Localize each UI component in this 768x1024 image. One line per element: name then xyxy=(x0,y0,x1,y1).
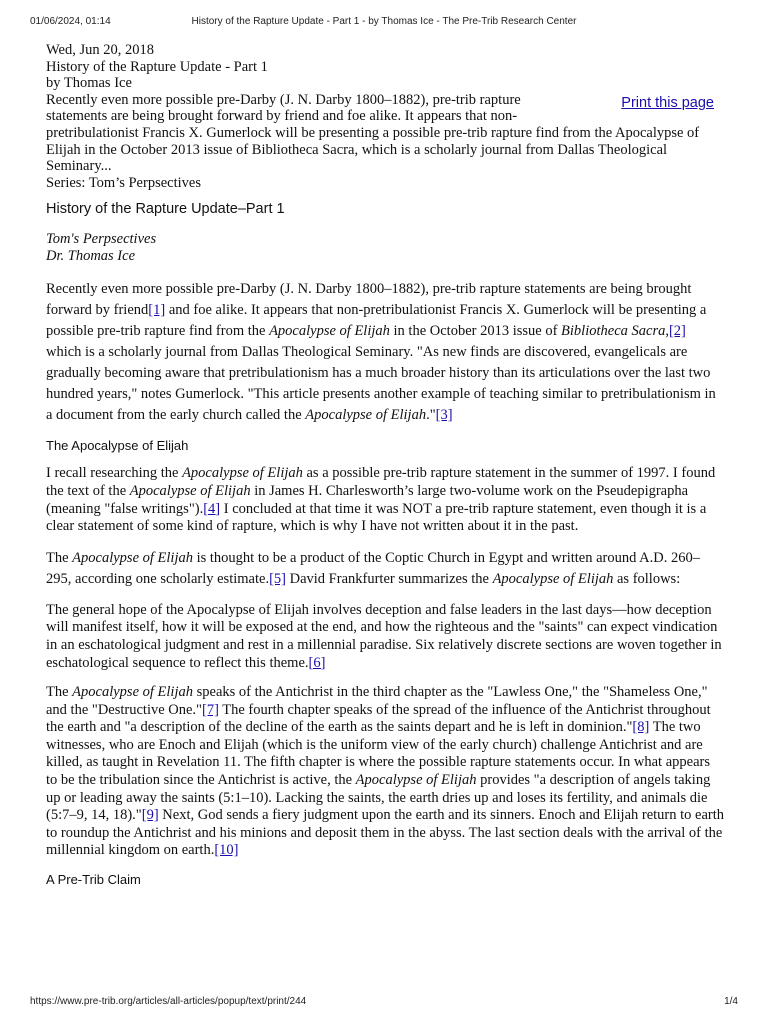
footnote-link-3[interactable]: [3] xyxy=(435,407,453,424)
italic-title: Apocalypse of Elijah xyxy=(492,570,614,587)
text: Recently even more possible pre-Darby (J. N. Darby 1800–1882), pre-trib rapture statements are being brought forward by friend xyxy=(46,281,692,319)
text: I recall researching the xyxy=(46,465,183,482)
text: , xyxy=(665,323,669,340)
print-page-number: 1/4 xyxy=(724,996,738,1007)
footnote-link-7[interactable]: [7] xyxy=(201,701,219,718)
footnote-link-5[interactable]: [5] xyxy=(269,570,286,587)
text: The fourth chapter speaks of the spread of the influence of the Antichrist throughout the earth and "a description of the decline of the earth as the saints depart and he is left in dominion." xyxy=(46,701,711,736)
text: The xyxy=(46,549,73,566)
text: The two witnesses, who are Enoch and Elijah (which is the uniform view of the early church) challenge Antichrist and are killed, as taught in Revelation 11. The fifth chapter is where the possible rapture statements occur. In what appears to be the tribulation since the Antichrist is active, the xyxy=(46,719,710,789)
print-url: https://www.pre-trib.org/articles/all-articles/popup/text/print/244 xyxy=(30,996,307,1007)
text: ." xyxy=(426,407,436,424)
italic-title: Apocalypse of Elijah xyxy=(129,482,251,499)
text: and foe alike. It appears that non-pretribulationist Francis X. Gumerlock will be presenting a possible pre-trib rapture find from the xyxy=(46,302,707,340)
text: I concluded at that time it was NOT a pre-trib rapture statement, even though it is a clear statement of some kind of rapture, which is why I have not written about it in the past. xyxy=(46,500,707,535)
publish-date: Wed, Jun 20, 2018 xyxy=(46,42,154,58)
footnote-link-6[interactable]: [6] xyxy=(308,654,326,671)
meta-author: by Thomas Ice xyxy=(46,75,132,92)
meta-series: Series: Tom’s Perpsectives xyxy=(46,174,201,191)
footnote-link-9[interactable]: [9] xyxy=(141,807,159,824)
text: speaks of the Antichrist in the third chapter as the "Lawless One," the "Shameless One," and the "Destructive One." xyxy=(46,684,708,718)
text: in James H. Charlesworth’s large two-volume work on the Pseudepigrapha (meaning "false writings"). xyxy=(46,482,689,517)
paragraph-5 xyxy=(46,684,724,860)
italic-title: Apocalypse of Elijah xyxy=(355,772,477,789)
paragraph-2 xyxy=(46,465,724,535)
text: Next, God sends a fiery judgment upon the earth and its sinners. Enoch and Elijah return to earth to roundup the Antichrist and his minions and deposit them in the abyss. The last section deals with the arrival of the millennial kingdom on earth. xyxy=(46,807,725,859)
text: in the October 2013 issue of xyxy=(389,323,562,340)
text: The general hope of the Apocalypse of Elijah involves deception and false leaders in the last days—how deception will manifest itself, how it will be exposed at the end, and how the righteous and the "saints" can expect vindication in an eschatological judgment and rest in a millennial paradise. Six relatively discrete sections are woven together in eschatological sequence to reflect this theme. xyxy=(46,601,722,671)
text: as follows: xyxy=(613,570,681,587)
block-quote-frankfurter xyxy=(46,602,724,672)
print-this-page-link[interactable]: Print this page xyxy=(621,95,714,111)
footnote-link-4[interactable]: [4] xyxy=(203,500,221,517)
article-byline xyxy=(46,231,724,265)
article-meta xyxy=(46,42,724,191)
series-line: Tom's Perpsectives xyxy=(46,231,157,248)
section-heading-apocalypse: The Apocalypse of Elijah xyxy=(46,438,189,454)
print-datetime: 01/06/2024, 01:14 xyxy=(30,16,111,27)
text: provides "a description of angels taking up or leading away the saints (5:1–10). Lacking the saints, the earth dries up and loses its fertility, and animals die (5:7–9, 14, 18)." xyxy=(46,772,711,824)
italic-title: Bibliotheca Sacra xyxy=(561,323,666,340)
article-page xyxy=(46,42,724,899)
italic-title: Apocalypse of Elijah xyxy=(182,465,303,482)
footnote-link-2[interactable]: [2] xyxy=(668,323,686,340)
paragraph-1 xyxy=(46,279,724,426)
text: as a possible pre-trib rapture statement in the summer of 1997. I found the text of the xyxy=(46,465,716,499)
article-heading: History of the Rapture Update–Part 1 xyxy=(46,201,285,218)
section-heading-pretrib-claim: A Pre-Trib Claim xyxy=(46,872,141,888)
text: is thought to be a product of the Coptic Church in Egypt and written around A.D. 260–295, according one scholarly estimate. xyxy=(46,549,701,587)
author-line: Dr. Thomas Ice xyxy=(46,248,136,265)
meta-title: History of the Rapture Update - Part 1 xyxy=(46,58,268,75)
meta-summary-part-a: Recently even more possible pre-Darby (J. N. Darby 1800–1882), pre-trib rapture statements are being brought forward by friend and foe alike. It appears that non- xyxy=(46,91,521,125)
paragraph-3 xyxy=(46,548,724,590)
meta-summary-part-b: pretribulationist Francis X. Gumerlock will be presenting a possible pre-trib rapture find from the Apocalypse of Elijah in the October 2013 issue of Bibliotheca Sacra, which is a scholarly journal from Dallas Theological Seminary... xyxy=(46,124,700,175)
footnote-link-1[interactable]: [1] xyxy=(148,302,166,319)
text: David Frankfurter summarizes the xyxy=(286,570,493,587)
text: which is a scholarly journal from Dallas Theological Seminary. "As new finds are discovered, evangelicals are gradually becoming aware that pretribulationism has a much broader history than its articulations over the last two hundred years," notes Gumerlock. "This article presents another example of teaching similar to pretribulationism in a document from the early church called the xyxy=(46,344,716,424)
italic-title: Apocalypse of Elijah xyxy=(72,549,193,566)
italic-title: Apocalypse of Elijah xyxy=(269,323,390,340)
print-header xyxy=(30,16,738,27)
footnote-link-10[interactable]: [10] xyxy=(214,842,239,859)
italic-title: Apocalypse of Elijah xyxy=(305,407,427,424)
print-footer xyxy=(30,996,738,1007)
print-document-title: History of the Rapture Update - Part 1 - by Thomas Ice - The Pre-Trib Research Center xyxy=(191,16,577,27)
text: The xyxy=(46,684,73,701)
footnote-link-8[interactable]: [8] xyxy=(632,719,650,736)
italic-title: Apocalypse of Elijah xyxy=(72,684,193,701)
